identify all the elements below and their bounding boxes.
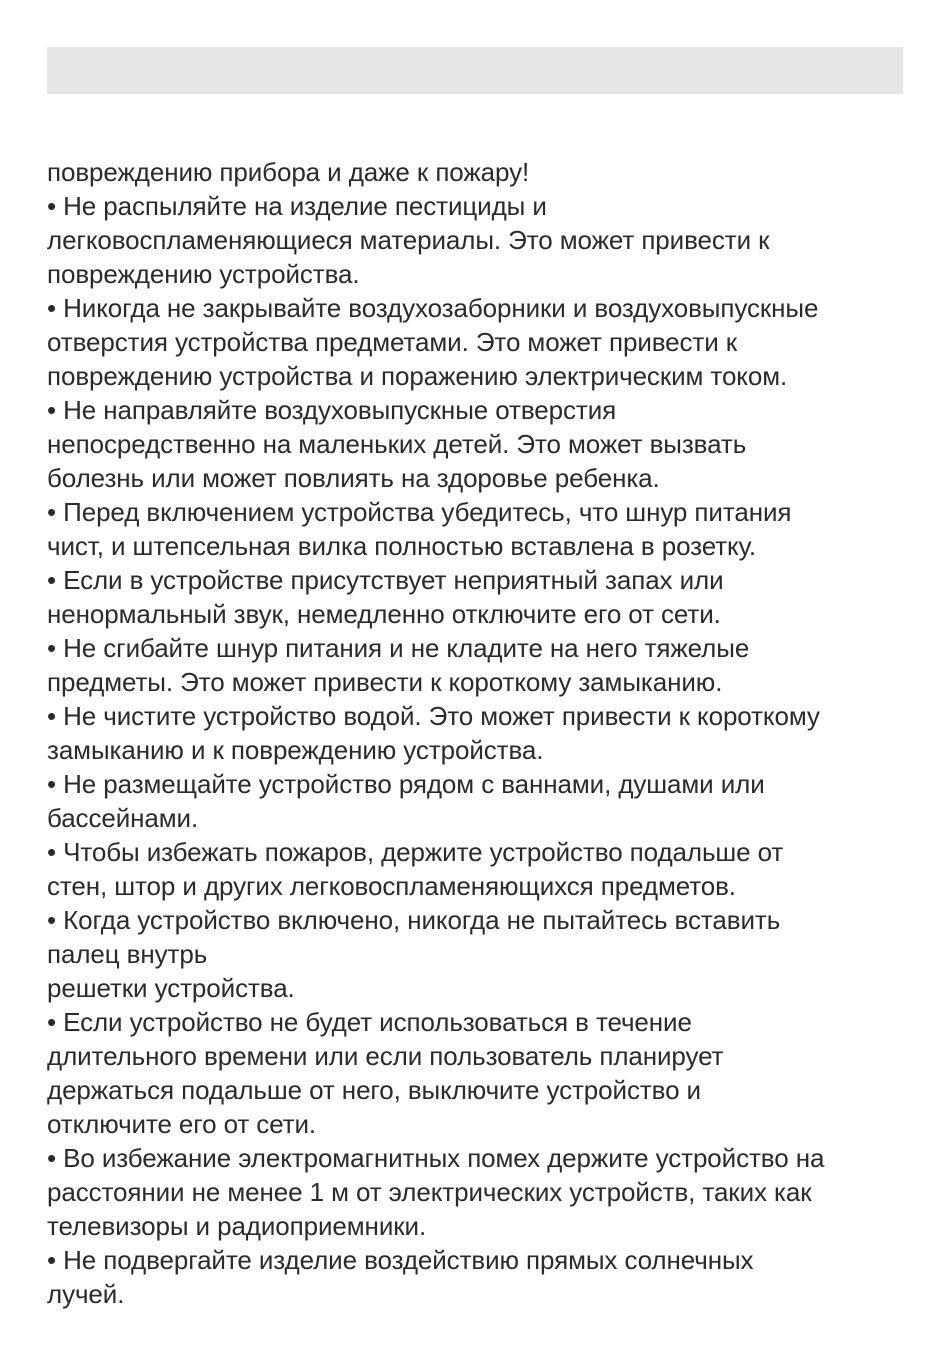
text-line: непосредственно на маленьких детей. Это может вызвать [47, 429, 747, 459]
text-line: чист, и штепсельная вилка полностью вставлена в розетку. [47, 531, 756, 561]
text-line: легковоспламеняющиеся материалы. Это может привести к [47, 225, 770, 255]
text-line: отключите его от сети. [47, 1109, 317, 1139]
text-line: телевизоры и радиоприемники. [47, 1211, 427, 1241]
text-line: • Если устройство не будет использоваться в течение [47, 1007, 692, 1037]
text-line: • Не размещайте устройство рядом с ваннами, душами или [47, 769, 765, 799]
text-line: • Не распыляйте на изделие пестициды и [47, 191, 547, 221]
header-bar [47, 47, 903, 94]
text-line: болезнь или может повлиять на здоровье ребенка. [47, 463, 660, 493]
text-line: решетки устройства. [47, 973, 295, 1003]
text-line: повреждению устройства. [47, 259, 360, 289]
text-line: палец внутрь [47, 939, 208, 969]
text-line: повреждению прибора и даже к пожару! [47, 157, 530, 187]
text-line: замыканию и к повреждению устройства. [47, 735, 544, 765]
text-line: бассейнами. [47, 803, 199, 833]
text-line: • Перед включением устройства убедитесь, что шнур питания [47, 497, 792, 527]
text-line: лучей. [47, 1279, 125, 1309]
text-line: держаться подальше от него, выключите устройство и [47, 1075, 701, 1105]
text-line: длительного времени или если пользователь планирует [47, 1041, 724, 1071]
text-line: повреждению устройства и поражению электрическим током. [47, 361, 788, 391]
text-line: • Чтобы избежать пожаров, держите устройство подальше от [47, 837, 784, 867]
text-line: • Не сгибайте шнур питания и не кладите на него тяжелые [47, 633, 750, 663]
text-line: • Не чистите устройство водой. Это может привести к короткому [47, 701, 820, 731]
text-line: • Когда устройство включено, никогда не пытайтесь вставить [47, 905, 781, 935]
text-line: стен, штор и других легковоспламеняющихся предметов. [47, 871, 736, 901]
text-line: отверстия устройства предметами. Это может привести к [47, 327, 738, 357]
text-line: • Не подвергайте изделие воздействию прямых солнечных [47, 1245, 754, 1275]
text-line: • Никогда не закрывайте воздухозаборники и воздуховыпускные [47, 293, 819, 323]
text-line: предметы. Это может привести к короткому замыканию. [47, 667, 723, 697]
text-line: • Во избежание электромагнитных помех держите устройство на [47, 1143, 825, 1173]
text-line: расстоянии не менее 1 м от электрических устройств, таких как [47, 1177, 812, 1207]
text-line: • Не направляйте воздуховыпускные отверстия [47, 395, 617, 425]
text-line: ненормальный звук, немедленно отключите его от сети. [47, 599, 721, 629]
text-line: • Если в устройстве присутствует неприятный запах или [47, 565, 724, 595]
safety-instructions-text [47, 155, 907, 1311]
